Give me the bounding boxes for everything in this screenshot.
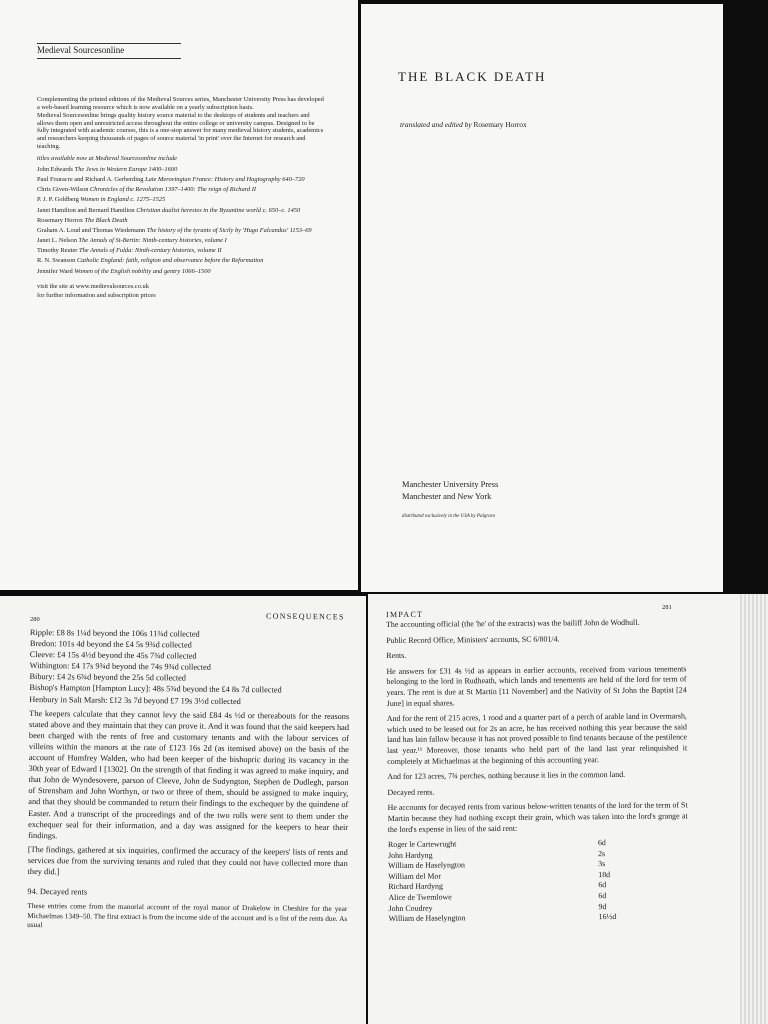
body-paragraph: And for 123 acres, 7¾ perches, nothing because it lies in the common land.	[387, 770, 626, 782]
page-number: 281	[662, 604, 672, 611]
translated-prefix: translated and edited by	[400, 120, 472, 129]
intro-paragraph: Medieval Sourcesonline brings quality history source material to the desktops of students and teachers and allows them open and unrestricted access throughout the entire college or university campus. Designed to be fully integrated with academic courses, this is a one-stop answer for many medieval history students, academics and researchers keeping thousands of pages of source material 'in print' over the Internet for research and teaching.	[37, 112, 324, 150]
title-right-page	[361, 4, 723, 592]
titles-list	[37, 166, 327, 275]
running-head: IMPACT	[385, 609, 424, 620]
rent-line: Henbury in Salt Marsh: £12 3s 7d beyond £7 19s 3½d collected	[29, 694, 241, 706]
page-281-text	[386, 617, 689, 924]
title-author: P. J. P. Goldberg	[37, 196, 79, 204]
subheading: Rents.	[386, 651, 407, 661]
rent-amount: 18d	[598, 869, 611, 880]
body-paragraph: [The findings, gathered at six inquiries, confirmed the accuracy of the keepers' lists of rents and services due from the surviving tenants and ruled that they could not have collected more than they did.]	[27, 844, 348, 877]
editor-name: Rosemary Horrox	[473, 120, 527, 129]
body-paragraph: The keepers calculate that they cannot levy the said £84 4s ½d or thereabouts for the reasons stated above and they maintain that they can prove it. And it was found that the said keepers had been charged with the rents of free and customary tenants and with the labour services of villeins within the manors at the rate of £123 16s 2d (as itemised above) on the basis of the account of Humfrey Walden, who had been keeper of the bishopric during its vacancy in the 30th year of Edward I [1302]. On the strength of that finding it was agreed to make inquiry, and that John de Wyndesovere, parson of Cleeve, John de Sudyngton, Stephen de Dudlegh, parson of Strensham and John Worthyn, or two or three of them, should be assigned to make inquiry, and that they should be commanded to return their findings to the exchequer by the quindene of Easter. And a transcript of the proceedings and of the two rolls were sent to them under the exchequer seal for their information, and a day was assigned for the keepers to hear their findings.	[27, 708, 350, 840]
title-entry	[37, 217, 327, 225]
rent-line: Withington: £4 17s 9¾d beyond the 74s 9¾d collected	[29, 661, 211, 673]
distribution-note: distributed exclusively in the USA by Palgrave	[402, 514, 496, 519]
title-name: Women of the English nobility and gentry 1066–1500	[74, 267, 211, 275]
running-head: CONSEQUENCES	[265, 611, 345, 622]
title-author: R. N. Swanson	[37, 257, 76, 265]
publisher-block	[402, 479, 498, 503]
body-paragraph: He answers for £31 4s ½d as appears in earlier accounts, received from various tenements belonging to the lord in Rudheath, which lands and tenements are held of the lord for term of years. The rent is due at St Martin [11 November] and the Nativity of St John the Baptist [24 June] in equal shares.	[386, 664, 687, 708]
tenant-name: Richard Hardyng	[388, 881, 443, 892]
decayed-rents-list	[388, 837, 689, 924]
tenant-name: William de Haselyngton	[388, 913, 466, 924]
book-title: THE BLACK DEATH	[398, 69, 547, 84]
rent-amount: 6d	[597, 838, 606, 848]
rent-amount: 6d	[598, 880, 607, 890]
title-name: Women in England c. 1275–1525	[80, 196, 166, 204]
publisher-name: Manchester University Press	[402, 480, 499, 489]
body-paragraph: And for the rent of 215 acres, 1 rood and a quarter part of a perch of arable land in Overmarsh, which used to be leased out for 2s an acre, he has received nothing this year because the said land has lain fallow because it has not proved possible to find tenants because of the pestilence last year.¹¹ Moreover, those tenants who held part of the land last year relinquished it completely at Michaelmas at the beginning of this accounting year.	[386, 711, 688, 766]
title-entry	[37, 237, 327, 245]
title-entry	[37, 207, 327, 215]
title-author: John Edwards	[37, 165, 74, 173]
intro-note: These entries come from the manorial account of the royal manor of Drakelow in Cheshire for the year Michaelmas 1349–50. The first extract is from the income side of the account and is a list of the rents due. As usual	[27, 901, 348, 930]
series-description	[37, 96, 327, 300]
title-author: Paul Fouracre and Richard A. Gerberding	[37, 175, 144, 183]
rent-amount: 6d	[598, 891, 607, 901]
tenant-name: John Hardyng	[388, 850, 433, 860]
body-paragraph: The accounting official (the 'he' of the extracts) was the bailiff John de Wodhull.	[386, 617, 640, 629]
body-paragraph: He accounts for decayed rents from various below-written tenants of the lord for the term of St Martin because they had nothing except their grain, which was taken into the lord's grange at the lord's expense in lieu of the said rent:	[387, 800, 688, 834]
rent-line: Ripple: £8 8s 1¼d beyond the 106s 11¾d collected	[29, 627, 200, 639]
visit-line: for further information and subscription prices	[37, 291, 156, 299]
title-name: The Jews in Western Europe 1400–1600	[74, 165, 178, 173]
title-author: Timothy Reuter	[37, 247, 78, 255]
source-citation: Public Record Office, Ministers' accounts, SC 6/801/4.	[386, 634, 560, 645]
title-name: Catholic England: faith, religion and observance before the Reformation	[76, 257, 264, 265]
rent-amount: 3s	[598, 859, 606, 869]
rent-amount: 9d	[598, 901, 607, 911]
subheading: Decayed rents.	[387, 787, 435, 797]
title-name: Chronicles of the Revolution 1397–1400: The reign of Richard II	[90, 186, 256, 194]
title-author: Graham A. Loud and Thomas Wiedemann	[37, 226, 146, 234]
visit-line: visit the site at www.medievalsources.co.uk	[37, 283, 149, 291]
rent-row	[389, 912, 639, 925]
rent-lines	[29, 627, 350, 708]
title-entry	[37, 196, 327, 204]
titles-heading: titles available now at Medieval Sourcesonline include	[37, 155, 177, 163]
page-number: 280	[30, 616, 40, 623]
rent-line: Bishop's Hampton [Hampton Lucy]: 48s 5¾d beyond the £4 8s 7d collected	[29, 683, 282, 695]
heading-rule-top	[37, 43, 181, 44]
title-name: The history of the tyrants of Sicily by 'Hugo Falcandus' 1153–69	[146, 226, 312, 234]
rent-amount: 16½d	[598, 912, 617, 922]
title-name: The Annals of Fulda: Ninth-century histories, volume II	[79, 247, 222, 255]
title-name: The Black Death	[84, 216, 128, 224]
title-entry	[37, 257, 327, 265]
tenant-name: William de Haselyngton	[388, 860, 466, 871]
book-page-edges	[740, 594, 768, 1024]
title-author: Janet L. Nelson	[37, 237, 77, 245]
title-entry	[37, 227, 327, 235]
intro-paragraph: Complementing the printed editions of the Medieval Sources series, Manchester University Press has developed a web-based learning resource which is now available on a yearly subscription basis.	[37, 96, 324, 111]
title-name: Late Merovingian France: History and Hagiography 640–720	[145, 175, 305, 183]
title-entry	[37, 176, 327, 184]
title-entry	[37, 186, 327, 194]
heading-rule-bottom	[37, 58, 181, 59]
section-heading: 94. Decayed rents	[27, 887, 88, 897]
title-entry	[37, 247, 327, 255]
tenant-name: Alice de Twemlowe	[388, 892, 452, 903]
title-author: Rosemary Horrox	[37, 216, 83, 224]
title-entry	[37, 268, 327, 276]
rent-line: Cleeve: £4 15s 4½d beyond the 45s 7¾d collected	[29, 650, 197, 661]
title-name: Christian dualist heresies in the Byzantine world c. 650–c. 1450	[136, 206, 301, 214]
rent-amount: 2s	[598, 848, 606, 858]
page-280-text	[27, 627, 350, 933]
publisher-place: Manchester and New York	[402, 492, 492, 501]
title-author: Janet Hamilton and Bernard Hamilton	[37, 206, 135, 214]
tenant-name: William del Mor	[388, 871, 441, 881]
title-entry	[37, 166, 327, 174]
rent-line: Bredon: 101s 4d beyond the £4 5s 9¾d collected	[29, 639, 192, 650]
series-heading: Medieval Sourcesonline	[37, 45, 125, 55]
tenant-name: Roger le Cartewrught	[387, 839, 457, 850]
rent-line: Bibury: £4 2s 6¾d beyond the 25s 5d collected	[29, 672, 187, 683]
translator-line	[400, 120, 527, 129]
title-name: The Annals of St-Bertin: Ninth-century histories, volume I	[78, 237, 227, 245]
tenant-name: John Coudrey	[388, 903, 433, 913]
title-author: Jennifer Ward	[37, 267, 73, 275]
title-author: Chris Given-Wilson	[37, 186, 89, 194]
